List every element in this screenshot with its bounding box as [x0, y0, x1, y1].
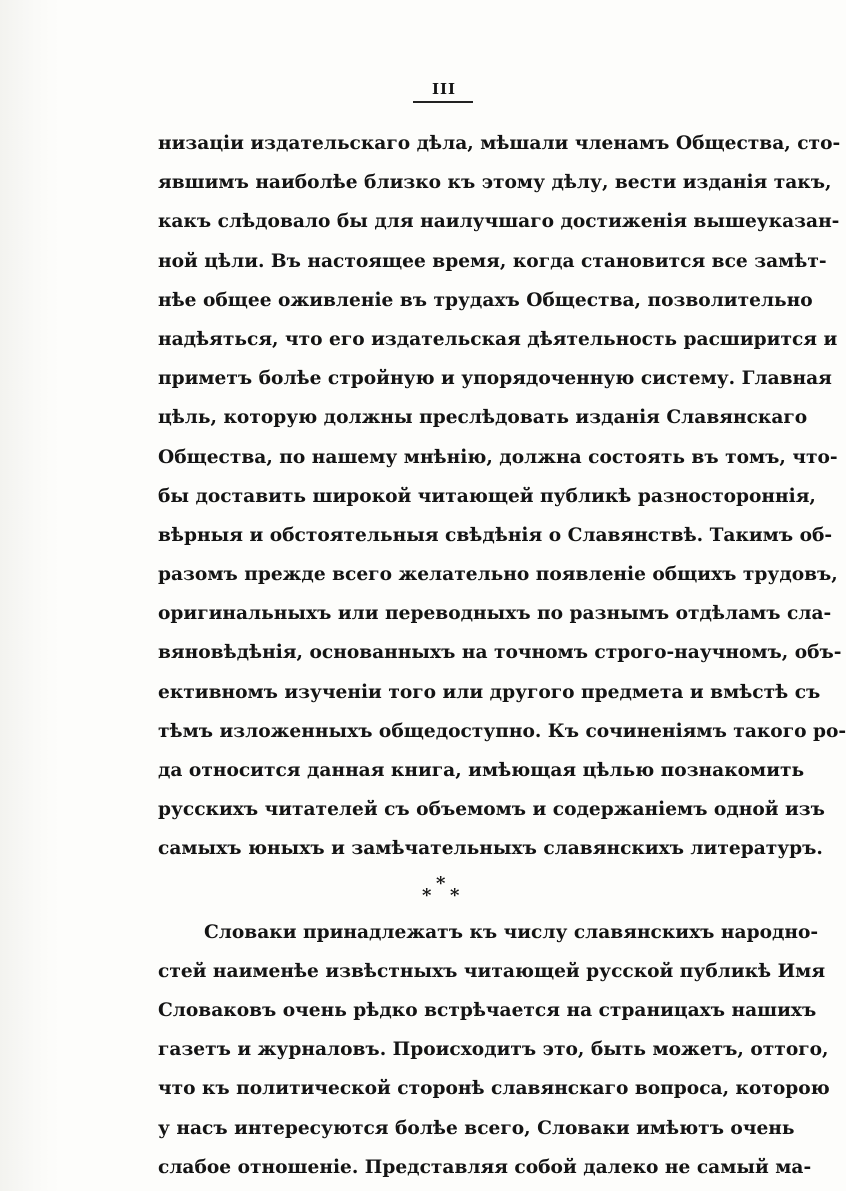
paragraph-2 — [158, 913, 830, 1187]
text-line: слабое отношеніе. Представляя собой далеко не самый ма- — [158, 1156, 812, 1178]
text-line: явшимъ наиболѣе близко къ этому дѣлу, вести изданія такъ, — [158, 172, 832, 194]
page-number: III — [431, 80, 457, 98]
text-line: да относится данная книга, имѣющая цѣлью познакомить — [158, 760, 805, 781]
asterism-star: * — [422, 884, 432, 906]
text-line: ективномъ изученіи того или другого предмета и вмѣстѣ съ — [158, 681, 821, 703]
body-text — [158, 124, 846, 1187]
text-line: Словаки принадлежатъ къ числу славянскихъ народно- — [204, 921, 819, 943]
text-line: какъ слѣдовало бы для наилучшаго достиженія вышеуказан- — [158, 211, 840, 233]
page-number-underline — [413, 101, 473, 103]
text-line: Словаковъ очень рѣдко встрѣчается на страницахъ нашихъ — [158, 999, 817, 1021]
text-line: надѣяться, что его издательская дѣятельность расширится и — [158, 328, 838, 350]
paragraph-1 — [158, 124, 846, 869]
text-line: цѣль, которую должны преслѣдовать изданія Славянскаго — [158, 407, 808, 429]
text-line: вяновѣдѣнія, основанныхъ на точномъ строго-научномъ, объ- — [158, 642, 842, 664]
text-line: газетъ и журналовъ. Происходитъ это, быть можетъ, оттого, — [158, 1039, 829, 1061]
text-line: нѣе общее оживленіе въ трудахъ Общества, позволительно — [158, 289, 813, 311]
asterism-star: * — [450, 884, 460, 906]
asterism-star: * — [436, 872, 446, 894]
text-line: самыхъ юныхъ и замѣчательныхъ славянскихъ литературъ. — [158, 838, 823, 860]
text-line: оригинальныхъ или переводныхъ по разнымъ отдѣламъ сла- — [158, 603, 832, 625]
text-line: ной цѣли. Въ настоящее время, когда становится все замѣт- — [158, 250, 827, 272]
asterism — [422, 873, 466, 909]
text-line: приметъ болѣе стройную и упорядоченную систему. Главная — [158, 368, 832, 390]
text-line: стей наименѣе извѣстныхъ читающей русской публикѣ Имя — [158, 960, 826, 982]
text-line: что къ политической сторонѣ славянскаго вопроса, которою — [158, 1078, 830, 1100]
text-line: вѣрныя и обстоятельныя свѣдѣнія о Славянствѣ. Такимъ об- — [158, 524, 833, 546]
text-line: русскихъ читателей съ объемомъ и содержаніемъ одной изъ — [158, 799, 825, 821]
text-line: тѣмъ изложенныхъ общедоступно. Къ сочиненіямъ такого ро- — [158, 720, 846, 742]
text-line: разомъ прежде всего желательно появленіе общихъ трудовъ, — [158, 564, 838, 586]
scan-margin-shadow — [0, 0, 60, 1191]
text-line: у насъ интересуются болѣе всего, Словаки имѣютъ очень — [158, 1117, 795, 1139]
text-line: Общества, по нашему мнѣнію, должна состоять въ томъ, что- — [158, 446, 838, 468]
text-line: бы доставить широкой читающей публикѣ разностороннія, — [158, 485, 816, 507]
text-line: низаціи издательскаго дѣла, мѣшали членамъ Общества, сто- — [158, 133, 841, 154]
section-separator — [158, 869, 728, 913]
